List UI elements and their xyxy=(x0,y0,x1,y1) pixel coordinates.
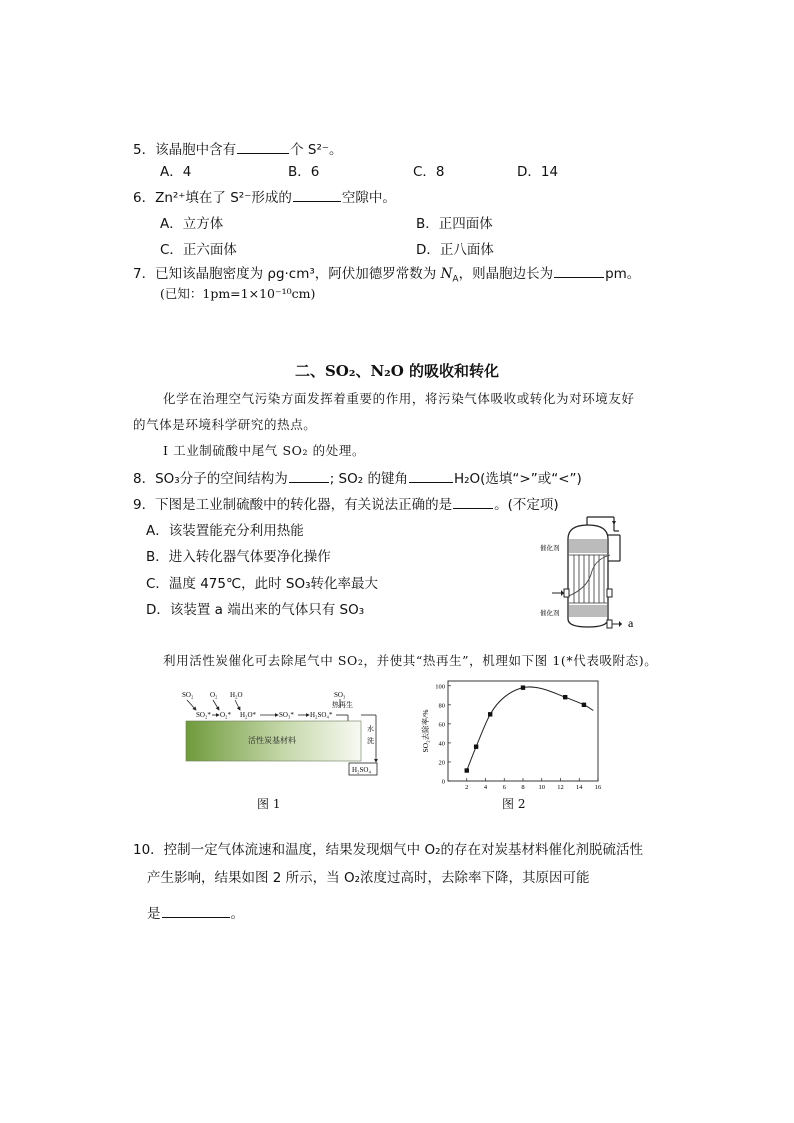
avogadro-symbol: N xyxy=(440,266,453,282)
q6-option-a[interactable]: A．立方体 xyxy=(160,216,224,232)
q8-stem-text-end: H₂O(选填“>”或“<”) xyxy=(453,471,582,487)
fig1-thermal-regen: 热再生 xyxy=(332,701,353,709)
catalyst-label-top: 催化剂 xyxy=(540,545,560,552)
q8-stem xyxy=(133,467,582,487)
q5-option-d[interactable]: D．14 xyxy=(517,164,559,180)
avogadro-subscript: A xyxy=(452,274,459,285)
x-tick-label: 10 xyxy=(538,784,545,791)
q7-stem-text-mid: ，则晶胞边长为 xyxy=(458,266,554,282)
fig1-so3-adsorbed: SO₃* xyxy=(279,711,294,719)
q10-answer-blank[interactable] xyxy=(162,905,230,918)
q6-stem xyxy=(133,186,396,206)
fig2-caption: 图 2 xyxy=(502,797,526,811)
chart-frame xyxy=(448,681,598,781)
q5-option-b[interactable]: B．6 xyxy=(288,164,320,180)
x-tick-label: 12 xyxy=(557,784,564,791)
y-tick-label: 0 xyxy=(441,778,445,786)
fig1-top-o2: O₂ xyxy=(210,691,218,699)
q9-stem-text-end: 。(不定项) xyxy=(494,497,559,513)
q6-option-b[interactable]: B．正四面体 xyxy=(416,216,493,232)
paragraph-mechanism: 利用活性炭催化可去除尾气中 SO₂，并使其“热再生”，机理如下图 1(*代表吸附态)。 xyxy=(163,653,658,668)
q5-answer-blank[interactable] xyxy=(237,141,289,154)
q6-option-c[interactable]: C．正六面体 xyxy=(160,242,237,258)
x-tick-label: 16 xyxy=(594,784,602,791)
data-point xyxy=(474,745,478,749)
fig1-carbon-material: 活性炭基材料 xyxy=(248,736,296,745)
intro-line-2: 的气体是环境科学研究的热点。 xyxy=(133,417,317,432)
x-tick-label: 4 xyxy=(483,784,488,791)
fig1-wash-2: 洗 xyxy=(367,737,374,745)
q8-stem-text-mid: ; SO₂ 的键角 xyxy=(329,471,408,487)
q9-option-b[interactable]: B．进入转化器气体要净化操作 xyxy=(146,549,331,565)
q8-blank-2[interactable] xyxy=(409,470,453,483)
q7-note: (已知：1pm=1×10⁻¹⁰cm) xyxy=(160,286,316,301)
data-point xyxy=(582,703,586,707)
reactor-diagram xyxy=(530,515,645,635)
catalyst-label-bottom: 催化剂 xyxy=(540,610,560,617)
fig1-top-h2o: H₂O xyxy=(230,691,243,699)
figure-2-chart xyxy=(418,675,603,793)
q5-stem-text-end: 个 S²⁻。 xyxy=(290,142,343,158)
q6-option-d[interactable]: D．正八面体 xyxy=(416,242,494,258)
fig1-so2-adsorbed: SO₂* xyxy=(196,711,211,719)
q9-stem xyxy=(133,493,559,513)
q7-stem-text-end: pm。 xyxy=(605,266,641,282)
q10-line-3-text: 是 xyxy=(147,906,161,922)
part1-heading: Ⅰ 工业制硫酸中尾气 SO₂ 的处理。 xyxy=(163,443,366,458)
q8-stem-text: 8．SO₃分子的空间结构为 xyxy=(133,471,288,487)
x-tick-label: 2 xyxy=(465,784,469,791)
fig1-o2-adsorbed: O₂* xyxy=(220,711,231,719)
data-point xyxy=(563,695,567,699)
q9-answer-blank[interactable] xyxy=(453,496,493,509)
intro-line-1: 化学在治理空气污染方面发挥着重要的作用，将污染气体吸收或转化为对环境友好 xyxy=(163,391,635,406)
q6-stem-text-end: 空隙中。 xyxy=(341,190,396,206)
q7-stem xyxy=(133,262,640,285)
q7-stem-text: 7．已知该晶胞密度为 ρg·cm³，阿伏加德罗常数为 xyxy=(133,266,441,282)
x-tick-label: 8 xyxy=(521,784,525,791)
fig1-h2so4-adsorbed: H₂SO₄* xyxy=(310,711,333,719)
section-title: 二、SO₂、N₂O 的吸收和转化 xyxy=(294,362,500,380)
fig1-h2o-adsorbed: H₂O* xyxy=(240,711,257,719)
q5-option-c[interactable]: C．8 xyxy=(413,164,445,180)
y-tick-label: 80 xyxy=(438,702,445,710)
chart-curve xyxy=(467,687,594,771)
q5-stem xyxy=(133,138,343,158)
y-tick-label: 100 xyxy=(435,683,445,691)
q5-option-a[interactable]: A．4 xyxy=(160,164,192,180)
q7-answer-blank[interactable] xyxy=(554,265,604,278)
data-point xyxy=(465,768,469,772)
outlet-a-label: a xyxy=(628,616,634,630)
q10-line-2: 产生影响，结果如图 2 所示，当 O₂浓度过高时，去除率下降，其原因可能 xyxy=(147,870,590,886)
y-tick-label: 60 xyxy=(438,721,445,729)
fig1-caption: 图 1 xyxy=(257,797,281,811)
fig1-top-so2: SO₂ xyxy=(182,691,194,699)
q10-line-1: 10．控制一定气体流速和温度，结果发现烟气中 O₂的存在对炭基材料催化剂脱硫活性 xyxy=(133,842,644,858)
fig1-product-h2so4: H₂SO₄ xyxy=(352,766,371,774)
x-tick-label: 14 xyxy=(576,784,583,791)
q6-stem-text: 6．Zn²⁺填在了 S²⁻形成的 xyxy=(133,190,292,206)
q9-option-a[interactable]: A．该装置能充分利用热能 xyxy=(146,523,304,539)
q10-line-3-end: 。 xyxy=(230,906,244,922)
q5-stem-text: 5．该晶胞中含有 xyxy=(133,142,237,158)
x-tick-label: 6 xyxy=(502,784,506,791)
q6-answer-blank[interactable] xyxy=(293,189,341,202)
y-tick-label: 40 xyxy=(438,740,445,748)
q9-option-c[interactable]: C．温度 475℃，此时 SO₃转化率最大 xyxy=(146,576,379,592)
q8-blank-1[interactable] xyxy=(289,470,329,483)
figure-1-mechanism xyxy=(178,685,390,777)
chart-y-axis-label: SO₂去除率/% xyxy=(421,709,430,753)
data-point xyxy=(488,712,492,716)
y-tick-label: 20 xyxy=(438,759,445,767)
data-point xyxy=(521,685,525,689)
q9-stem-text: 9．下图是工业制硫酸中的转化器，有关说法正确的是 xyxy=(133,497,453,513)
q9-option-d[interactable]: D．该装置 a 端出来的气体只有 SO₃ xyxy=(146,602,365,618)
q10-line-3 xyxy=(147,902,244,922)
fig1-top-so3: SO₃ xyxy=(334,691,346,699)
fig1-wash-1: 水 xyxy=(367,725,374,733)
